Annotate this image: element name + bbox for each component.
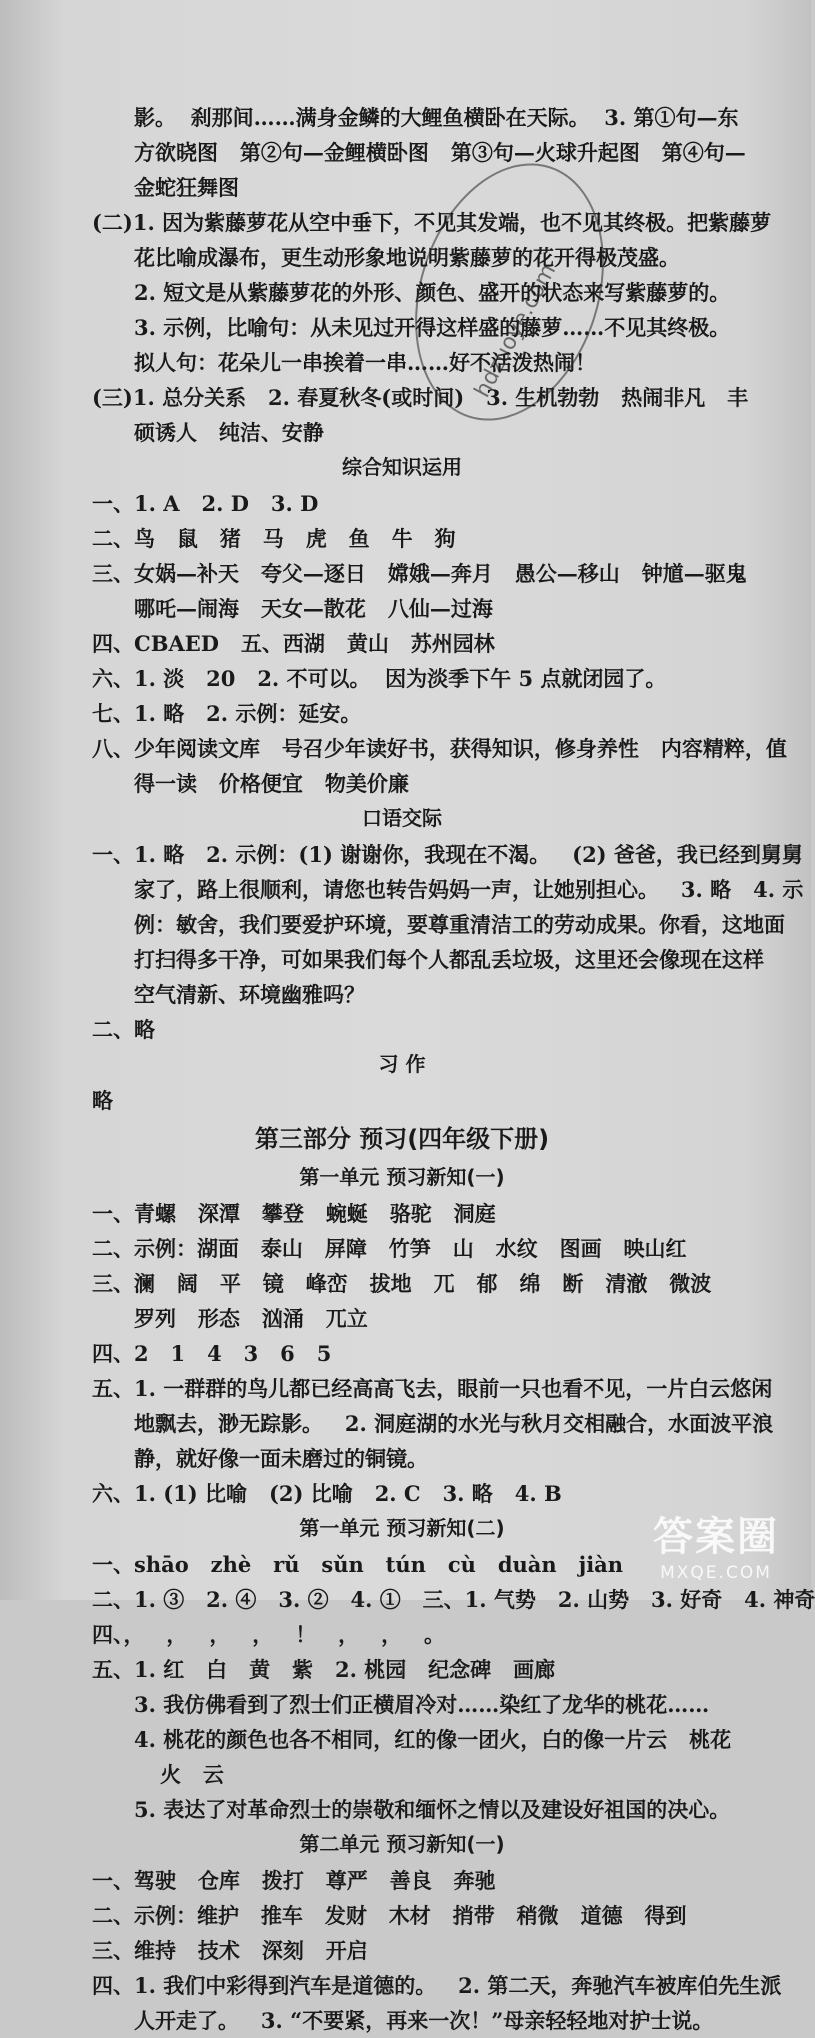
answer-line: 5. 表达了对革命烈士的崇敬和缅怀之情以及建设好祖国的决心。 <box>134 1797 731 1822</box>
answer-line: 略 <box>92 1088 113 1113</box>
answer-line: 三、女娲—补天 夸父—逐日 嫦娥—奔月 愚公—移山 钟馗—驱鬼 <box>92 561 747 586</box>
site-logo-domain: MXQE.COM <box>660 1563 772 1583</box>
answer-line: 罗列 形态 汹涌 兀立 <box>134 1306 368 1331</box>
answer-line: 二、1. ③ 2. ④ 3. ② 4. ① 三、1. 气势 2. 山势 3. 好奇 4. 神奇 <box>92 1587 815 1612</box>
answer-line: 一、1. A 2. D 3. D <box>92 491 319 516</box>
section-heading: 第三部分 预习(四年级下册) <box>254 1125 550 1153</box>
answer-line: 八、少年阅读文库 号召少年读好书，获得知识，修身养性 内容精粹，值 <box>92 736 787 761</box>
answer-line: 六、1. (1) 比喻 (2) 比喻 2. C 3. 略 4. B <box>92 1481 562 1506</box>
answer-line: 地飘去，渺无踪影。 2. 洞庭湖的水光与秋月交相融合，水面波平浪 <box>134 1411 774 1436</box>
answer-line: 四、， ， ， ， ！ ， ， 。 <box>92 1622 446 1647</box>
answer-line: 3. 示例，比喻句：从未见过开得这样盛的藤萝……不见其终极。 <box>134 315 731 340</box>
section-heading: 第一单元 预习新知(二) <box>299 1516 505 1540</box>
answer-line: 拟人句：花朵儿一串挨着一串……好不活泼热闹！ <box>134 350 596 375</box>
section-heading: 综合知识运用 <box>342 455 462 479</box>
answer-line: 七、1. 略 2. 示例：延安。 <box>92 701 362 726</box>
section-heading: 口语交际 <box>362 806 442 830</box>
answer-line: 火 云 <box>160 1762 224 1787</box>
answer-line: 一、青螺 深潭 攀登 蜿蜒 骆驼 洞庭 <box>92 1201 496 1226</box>
answer-line: 二、鸟 鼠 猪 马 虎 鱼 牛 狗 <box>92 526 456 551</box>
site-logo <box>641 1512 791 1592</box>
answer-line: 人开走了。 3. “不要紧，再来一次！”母亲轻轻地对护士说。 <box>134 2008 714 2033</box>
answer-line: 家了，路上很顺利，请您也转告妈妈一声，让她别担心。 3. 略 4. 示 <box>134 877 804 902</box>
section-heading: 第二单元 预习新知(一) <box>299 1832 505 1856</box>
answer-line: 三、澜 阔 平 镜 峰峦 拔地 兀 郁 绵 断 清澈 微波 <box>92 1271 712 1296</box>
answer-line: 二、略 <box>92 1017 155 1042</box>
answer-line: 三、维持 技术 深刻 开启 <box>92 1938 368 1963</box>
answer-line: 哪吒—闹海 天女—散花 八仙—过海 <box>134 596 493 621</box>
answer-line: 影。 刹那间……满身金鳞的大鲤鱼横卧在天际。 3. 第①句—东 <box>134 105 739 130</box>
answer-line: 静，就好像一面未磨过的铜镜。 <box>134 1446 428 1471</box>
answer-line: 空气清新、环境幽雅吗？ <box>134 982 365 1007</box>
answer-line: 3. 我仿佛看到了烈士们正横眉冷对……染红了龙华的桃花…… <box>134 1692 710 1717</box>
site-logo-title: 答案圈 <box>653 1514 779 1560</box>
answer-line: 2. 短文是从紫藤萝花的外形、颜色、盛开的状态来写紫藤萝的。 <box>134 280 731 305</box>
answer-line: 五、1. 红 白 黄 紫 2. 桃园 纪念碑 画廊 <box>92 1657 556 1682</box>
answer-line: 花比喻成瀑布，更生动形象地说明紫藤萝的花开得极茂盛。 <box>134 245 680 270</box>
answer-line: 四、1. 我们中彩得到汽车是道德的。 2. 第二天，奔驰汽车被库伯先生派 <box>92 1973 782 1998</box>
answer-line: 打扫得多干净，可如果我们每个人都乱丢垃圾，这里还会像现在这样 <box>134 947 764 972</box>
answer-line: 五、1. 一群群的鸟儿都已经高高飞去，眼前一只也看不见，一片白云悠闲 <box>92 1376 773 1401</box>
answer-line: 金蛇狂舞图 <box>134 175 239 200</box>
watermark-text: hdzuoye.com <box>470 259 562 402</box>
answer-line: 得一读 价格便宜 物美价廉 <box>134 771 409 796</box>
answer-line: 二、示例：湖面 泰山 屏障 竹笋 山 水纹 图画 映山红 <box>92 1236 687 1261</box>
answer-line: 四、CBAED 五、西湖 黄山 苏州园林 <box>92 631 495 656</box>
section-heading: 第一单元 预习新知(一) <box>299 1165 505 1189</box>
answer-line: 四、2 1 4 3 6 5 <box>92 1341 332 1366</box>
answer-line: 一、驾驶 仓库 拨打 尊严 善良 奔驰 <box>92 1868 496 1893</box>
answer-line: 4. 桃花的颜色也各不相同，红的像一团火，白的像一片云 桃花 <box>134 1727 732 1752</box>
answer-line: (三)1. 总分关系 2. 春夏秋冬(或时间) 3. 生机勃勃 热闹非凡 丰 <box>92 385 749 410</box>
answer-line: 六、1. 淡 20 2. 不可以。 因为淡季下午 5 点就闭园了。 <box>92 666 667 691</box>
answer-line: (二)1. 因为紫藤萝花从空中垂下，不见其发端，也不见其终极。把紫藤萝 <box>92 210 772 235</box>
answer-line: 例：敏舍，我们要爱护环境，要尊重清洁工的劳动成果。你看，这地面 <box>134 912 785 937</box>
answer-line: 一、shāo zhè rǔ sǔn tún cù duàn jiàn <box>92 1552 624 1577</box>
answer-line: 方欲晓图 第②句—金鲤横卧图 第③句—火球升起图 第④句— <box>134 140 746 165</box>
answer-line: 二、示例：维护 推车 发财 木材 捎带 稍微 道德 得到 <box>92 1903 687 1928</box>
section-heading: 习 作 <box>378 1052 426 1076</box>
answer-line: 硕诱人 纯洁、安静 <box>134 420 324 445</box>
answer-line: 一、1. 略 2. 示例：(1) 谢谢你，我现在不渴。 (2) 爸爸，我已经到舅舅 <box>92 842 803 867</box>
